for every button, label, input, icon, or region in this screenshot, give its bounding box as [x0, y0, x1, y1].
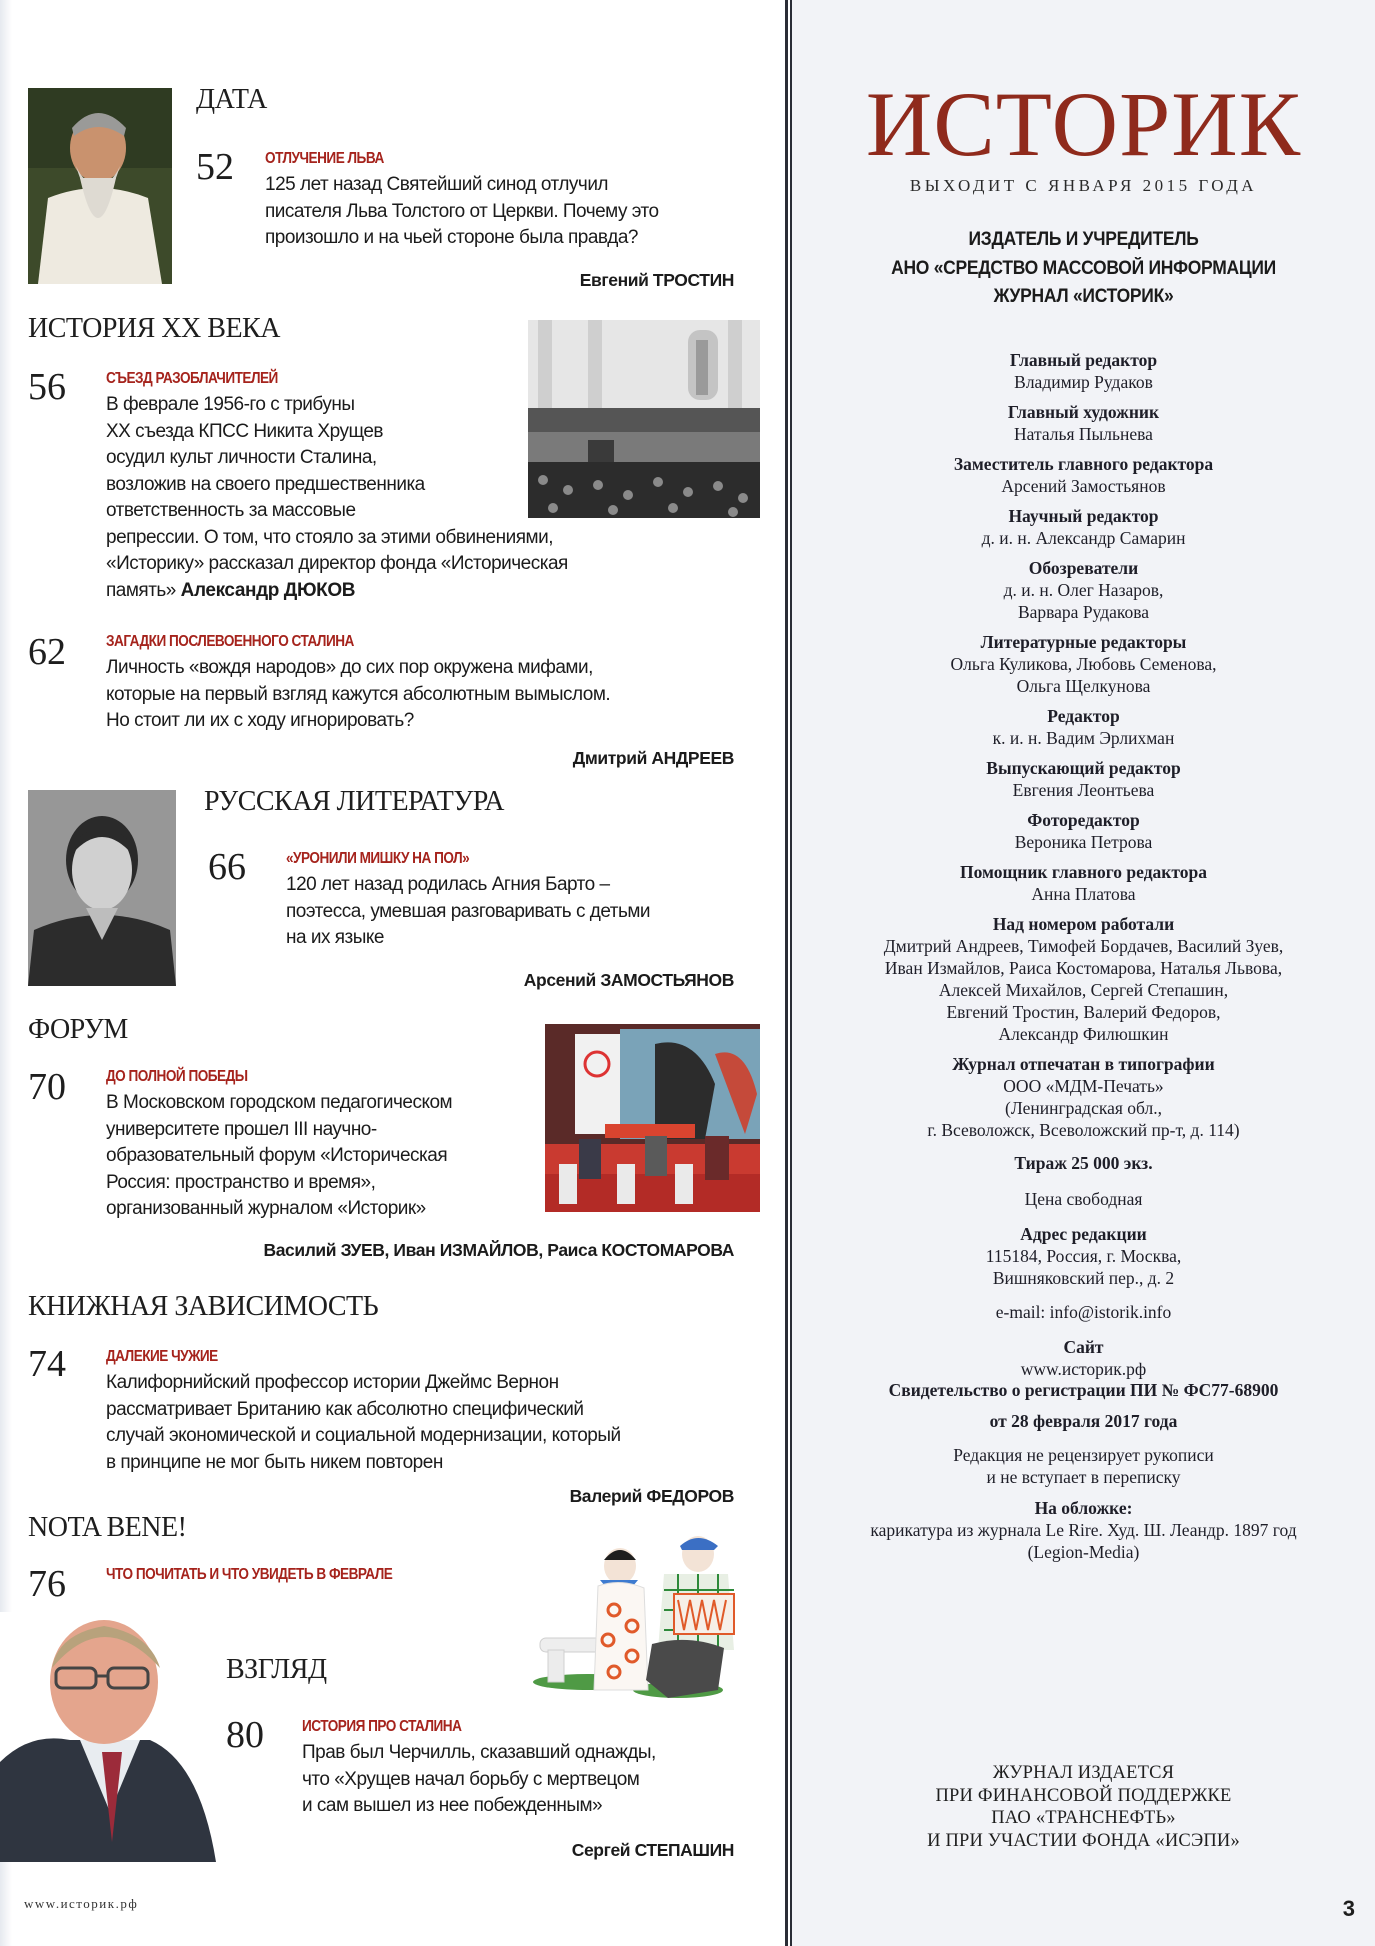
- article-author: Евгений ТРОСТИН: [579, 270, 734, 290]
- article-body: Прав был Черчилль, сказавший однажды, что «Хрущев начал борьбу с мертвецом и сам вышел из нее побежденным»: [302, 1742, 656, 1816]
- article-body: 125 лет назад Святейший синод отлучил писателя Льва Толстого от Церкви. Почему это произошло и на чьей стороне была правда?: [265, 174, 659, 248]
- tolstoy-photo: [28, 88, 172, 284]
- article-title-excommunication[interactable]: ОТЛУЧЕНИЕ ЛЬВА: [265, 150, 384, 167]
- article-body: Личность «вождя народов» до сих пор окружена мифами, которые на первый взгляд кажутся абсолютным вымыслом. Но стоит ли их с ходу игнорировать?: [106, 657, 611, 731]
- credit-role: Обозреватели: [1028, 558, 1139, 578]
- credit-value: Редакция не рецензирует рукописи и не вступает в переписку: [953, 1445, 1214, 1487]
- credit-value: Дмитрий Андреев, Тимофей Бордачев, Василий Зуев, Иван Измайлов, Раиса Костомарова, Наталья Львова, Алексей Михайлов, Сергей Степашин, Евгений Тростин, Валерий Федоров, Александр Филюшкин: [883, 936, 1284, 1044]
- article-author: Валерий ФЕДОРОВ: [569, 1486, 734, 1506]
- article-body: Калифорнийский профессор истории Джеймс Вернон рассматривает Британию как абсолютно специфический случай экономической и социальной модернизации, который в принципе не мог быть никем повторен: [106, 1372, 621, 1473]
- article-title-barto[interactable]: «УРОНИЛИ МИШКУ НА ПОЛ»: [286, 850, 470, 867]
- magazine-logo: ИСТОРИК: [865, 73, 1302, 175]
- credit-role: Главный редактор: [1009, 350, 1158, 370]
- page-number-52[interactable]: 52: [196, 146, 234, 188]
- credit-entry: [792, 1301, 1375, 1323]
- figurine-photo: [528, 1530, 743, 1710]
- credit-role: Тираж 25 000 экз.: [1014, 1153, 1153, 1173]
- page-number-70[interactable]: 70: [28, 1066, 66, 1108]
- page-number-80[interactable]: 80: [226, 1714, 264, 1756]
- website-link[interactable]: www.историк.рф: [1020, 1359, 1147, 1379]
- credit-role: Научный редактор: [1008, 506, 1159, 526]
- credit-entry: [792, 1153, 1375, 1174]
- credit-entry: [792, 506, 1375, 549]
- credit-entry: [792, 810, 1375, 853]
- credit-entry: [792, 402, 1375, 445]
- article-title-stalin-story[interactable]: ИСТОРИЯ ПРО СТАЛИНА: [302, 1718, 462, 1735]
- article-title-distant-strangers[interactable]: ДАЛЕКИЕ ЧУЖИЕ: [106, 1348, 218, 1365]
- section-title-vzglyad: ВЗГЛЯД: [226, 1654, 327, 1685]
- page-number-74[interactable]: 74: [28, 1343, 66, 1385]
- credit-role: Журнал отпечатан в типографии: [952, 1054, 1215, 1074]
- credit-role: Над номером работали: [992, 914, 1175, 934]
- article-title-congress[interactable]: СЪЕЗД РАЗОБЛАЧИТЕЛЕЙ: [106, 370, 278, 387]
- section-title-russian-literature: РУССКАЯ ЛИТЕРАТУРА: [204, 786, 504, 817]
- imprint-panel: [792, 0, 1375, 1946]
- credit-entry: [792, 454, 1375, 497]
- article-author: Сергей СТЕПАШИН: [571, 1840, 734, 1860]
- credit-entry: [792, 558, 1375, 623]
- credit-value: Вероника Петрова: [1014, 832, 1153, 852]
- credit-value: Наталья Пыльнева: [1014, 424, 1153, 444]
- page-number-56[interactable]: 56: [28, 366, 66, 408]
- credit-role: от 28 февраля 2017 года: [989, 1411, 1178, 1431]
- credit-entry: [792, 1380, 1375, 1401]
- credit-role: Главный художник: [1007, 402, 1160, 422]
- credit-role: На обложке:: [1034, 1498, 1133, 1518]
- stepashin-photo: [0, 1612, 216, 1862]
- credit-role: Фоторедактор: [1027, 810, 1140, 830]
- article-author: Александр ДЮКОВ: [180, 579, 356, 601]
- page-number-62[interactable]: 62: [28, 631, 66, 673]
- credit-value: Анна Платова: [1031, 884, 1136, 904]
- credit-entry: [792, 1224, 1375, 1289]
- section-title-history-20th: ИСТОРИЯ XX ВЕКА: [28, 313, 280, 344]
- credit-role: Редактор: [1047, 706, 1120, 726]
- credit-entry: [792, 1498, 1375, 1563]
- credit-value: Евгения Леонтьева: [1012, 780, 1155, 800]
- credit-value: Ольга Куликова, Любовь Семенова, Ольга Щелкунова: [950, 654, 1217, 696]
- article-author: Дмитрий АНДРЕЕВ: [572, 748, 734, 768]
- credits-list: [792, 350, 1375, 1572]
- credit-value: [792, 1301, 1375, 1323]
- credit-entry: [792, 1444, 1375, 1488]
- article-author: Арсений ЗАМОСТЬЯНОВ: [523, 970, 734, 990]
- article-title-forum[interactable]: ДО ПОЛНОЙ ПОБЕДЫ: [106, 1068, 248, 1085]
- credit-value: [792, 1358, 1375, 1380]
- credit-value: Владимир Рудаков: [1014, 372, 1153, 392]
- since-tagline: ВЫХОДИТ С ЯНВАРЯ 2015 ГОДА: [909, 176, 1258, 195]
- credit-value: Арсений Замостьянов: [1001, 476, 1166, 496]
- sponsor-note: ЖУРНАЛ ИЗДАЕТСЯ ПРИ ФИНАНСОВОЙ ПОДДЕРЖКЕ ПАО «ТРАНСНЕФТЬ» И ПРИ УЧАСТИИ ФОНДА «ИСЭПИ»: [927, 1763, 1240, 1851]
- credit-role: Выпускающий редактор: [986, 758, 1181, 778]
- credit-entry: [792, 1411, 1375, 1432]
- column-divider: [785, 0, 792, 1946]
- credit-entry: [792, 862, 1375, 905]
- credit-entry: [792, 1188, 1375, 1210]
- article-body: 120 лет назад родилась Агния Барто – поэтесса, умевшая разговаривать с детьми на их языке: [286, 874, 651, 948]
- credit-value: 115184, Россия, г. Москва, Вишняковский пер., д. 2: [985, 1246, 1182, 1288]
- section-title-books: КНИЖНАЯ ЗАВИСИМОСТЬ: [28, 1291, 379, 1322]
- credit-role: Заместитель главного редактора: [953, 454, 1214, 474]
- forum-photo: [545, 1024, 760, 1212]
- credit-entry: [792, 914, 1375, 1045]
- section-title-forum: ФОРУМ: [28, 1014, 128, 1045]
- section-title-nota-bene: NOTA BENE!: [28, 1512, 187, 1543]
- credit-value: д. и. н. Александр Самарин: [981, 528, 1186, 548]
- credit-role: Адрес редакции: [1020, 1224, 1147, 1244]
- credit-entry: [792, 758, 1375, 801]
- page-number-76[interactable]: 76: [28, 1563, 66, 1605]
- credit-value: к. и. н. Вадим Эрлихман: [992, 728, 1175, 748]
- publisher-block: ИЗДАТЕЛЬ И УЧРЕДИТЕЛЬ АНО «СРЕДСТВО МАССОВОЙ ИНФОРМАЦИИ ЖУРНАЛ «ИСТОРИК»: [891, 229, 1276, 307]
- credit-role: Литературные редакторы: [980, 632, 1187, 652]
- credit-entry: [792, 632, 1375, 697]
- credit-entry: [792, 1054, 1375, 1141]
- credit-entry: [792, 350, 1375, 393]
- article-title-what-to-read[interactable]: ЧТО ПОЧИТАТЬ И ЧТО УВИДЕТЬ В ФЕВРАЛЕ: [106, 1566, 393, 1583]
- credit-value: карикатура из журнала Le Rire. Худ. Ш. Леандр. 1897 год (Legion-Media): [870, 1520, 1297, 1562]
- email-link[interactable]: e-mail: info@istorik.info: [995, 1302, 1172, 1322]
- page-number: 3: [1342, 1896, 1355, 1921]
- barto-photo: [28, 790, 176, 986]
- credit-role: Помощник главного редактора: [960, 862, 1207, 882]
- section-title-data: ДАТА: [196, 84, 267, 115]
- credit-value: Цена свободная: [1024, 1189, 1143, 1209]
- credit-role: Сайт: [1063, 1337, 1104, 1357]
- page-number-66[interactable]: 66: [208, 846, 246, 888]
- credit-role: Свидетельство о регистрации ПИ № ФС77-68900: [888, 1380, 1279, 1400]
- article-body: В феврале 1956-го с трибуны XX съезда КПСС Никита Хрущев осудил культ личности Сталина, возложив на своего предшественника ответственность за массовые репрессии. О том, что стояло за этими обвинениями, «Историку» рассказал директор фонда «Историческая память» Александр ДЮКОВ: [106, 394, 568, 601]
- footer-website-link[interactable]: www.историк.рф: [24, 1896, 139, 1911]
- credit-entry: [792, 1337, 1375, 1380]
- credit-value: д. и. н. Олег Назаров, Варвара Рудакова: [1003, 580, 1164, 622]
- credit-entry: [792, 706, 1375, 749]
- article-author: Василий ЗУЕВ, Иван ИЗМАЙЛОВ, Раиса КОСТОМАРОВА: [263, 1240, 734, 1260]
- article-title-stalin-riddles[interactable]: ЗАГАДКИ ПОСЛЕВОЕННОГО СТАЛИНА: [106, 633, 354, 650]
- article-body: В Московском городском педагогическом университете прошел III научно- образовательный форум «Историческая Россия: пространство и время», организованный журналом «Историк»: [106, 1092, 453, 1219]
- credit-value: ООО «МДМ-Печать» (Ленинградская обл., г. Всеволожск, Всеволожский пр-т, д. 114): [927, 1076, 1240, 1140]
